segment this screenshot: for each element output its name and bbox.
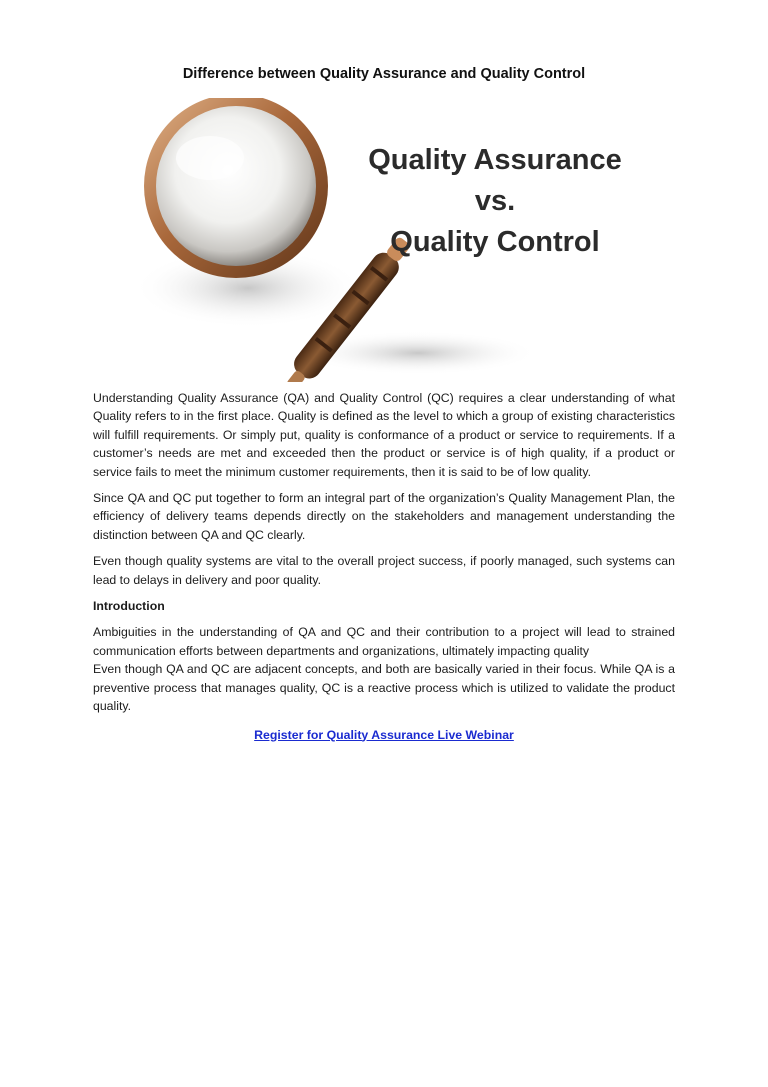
page-title: Difference between Quality Assurance and Quality Control: [182, 66, 586, 82]
webinar-link-row: [93, 726, 675, 744]
hero-line-3: Quality Control: [390, 226, 600, 258]
register-webinar-link[interactable]: Register for Quality Assurance Live Webinar: [254, 727, 514, 742]
paragraph-qa-qc-plan: Since QA and QC put together to form an integral part of the organization’s Quality Management Plan, the efficiency of delivery teams depends directly on the stakeholders and management understanding the distinction between QA and QC clearly.: [93, 491, 675, 542]
paragraph-quality-systems: Even though quality systems are vital to the overall project success, if poorly managed, such systems can lead to delays in delivery and poor quality.: [93, 554, 675, 587]
document-body: [93, 389, 675, 744]
paragraph-ambiguities: Ambiguities in the understanding of QA and QC and their contribution to a project will lead to strained communication efforts between departments and organizations, ultimately impacting quality: [93, 625, 675, 658]
paragraph-adjacent-concepts: Even though QA and QC are adjacent concepts, and both are basically varied in their focus. While QA is a preventive process that manages quality, QC is a reactive process which is utilized to validate the product quality.: [93, 662, 675, 714]
paragraph-intro: Understanding Quality Assurance (QA) and Quality Control (QC) requires a clear understanding of what Quality refers to in the first place. Quality is defined as the level to which a group of existing characteristics will fulfill requirements. Or simply put, quality is conformance of a product or service to requirements. If a customer’s needs are met and exceeded then the product or service is of high quality, if a product or service fails to meet the minimum customer requirements, then it is said to be of low quality.: [93, 391, 675, 479]
hero-heading: [350, 140, 640, 263]
hero-image: [118, 98, 668, 382]
hero-line-2: vs.: [474, 185, 516, 217]
hero-line-1: Quality Assurance: [368, 144, 622, 176]
section-heading-introduction: Introduction: [93, 599, 165, 614]
